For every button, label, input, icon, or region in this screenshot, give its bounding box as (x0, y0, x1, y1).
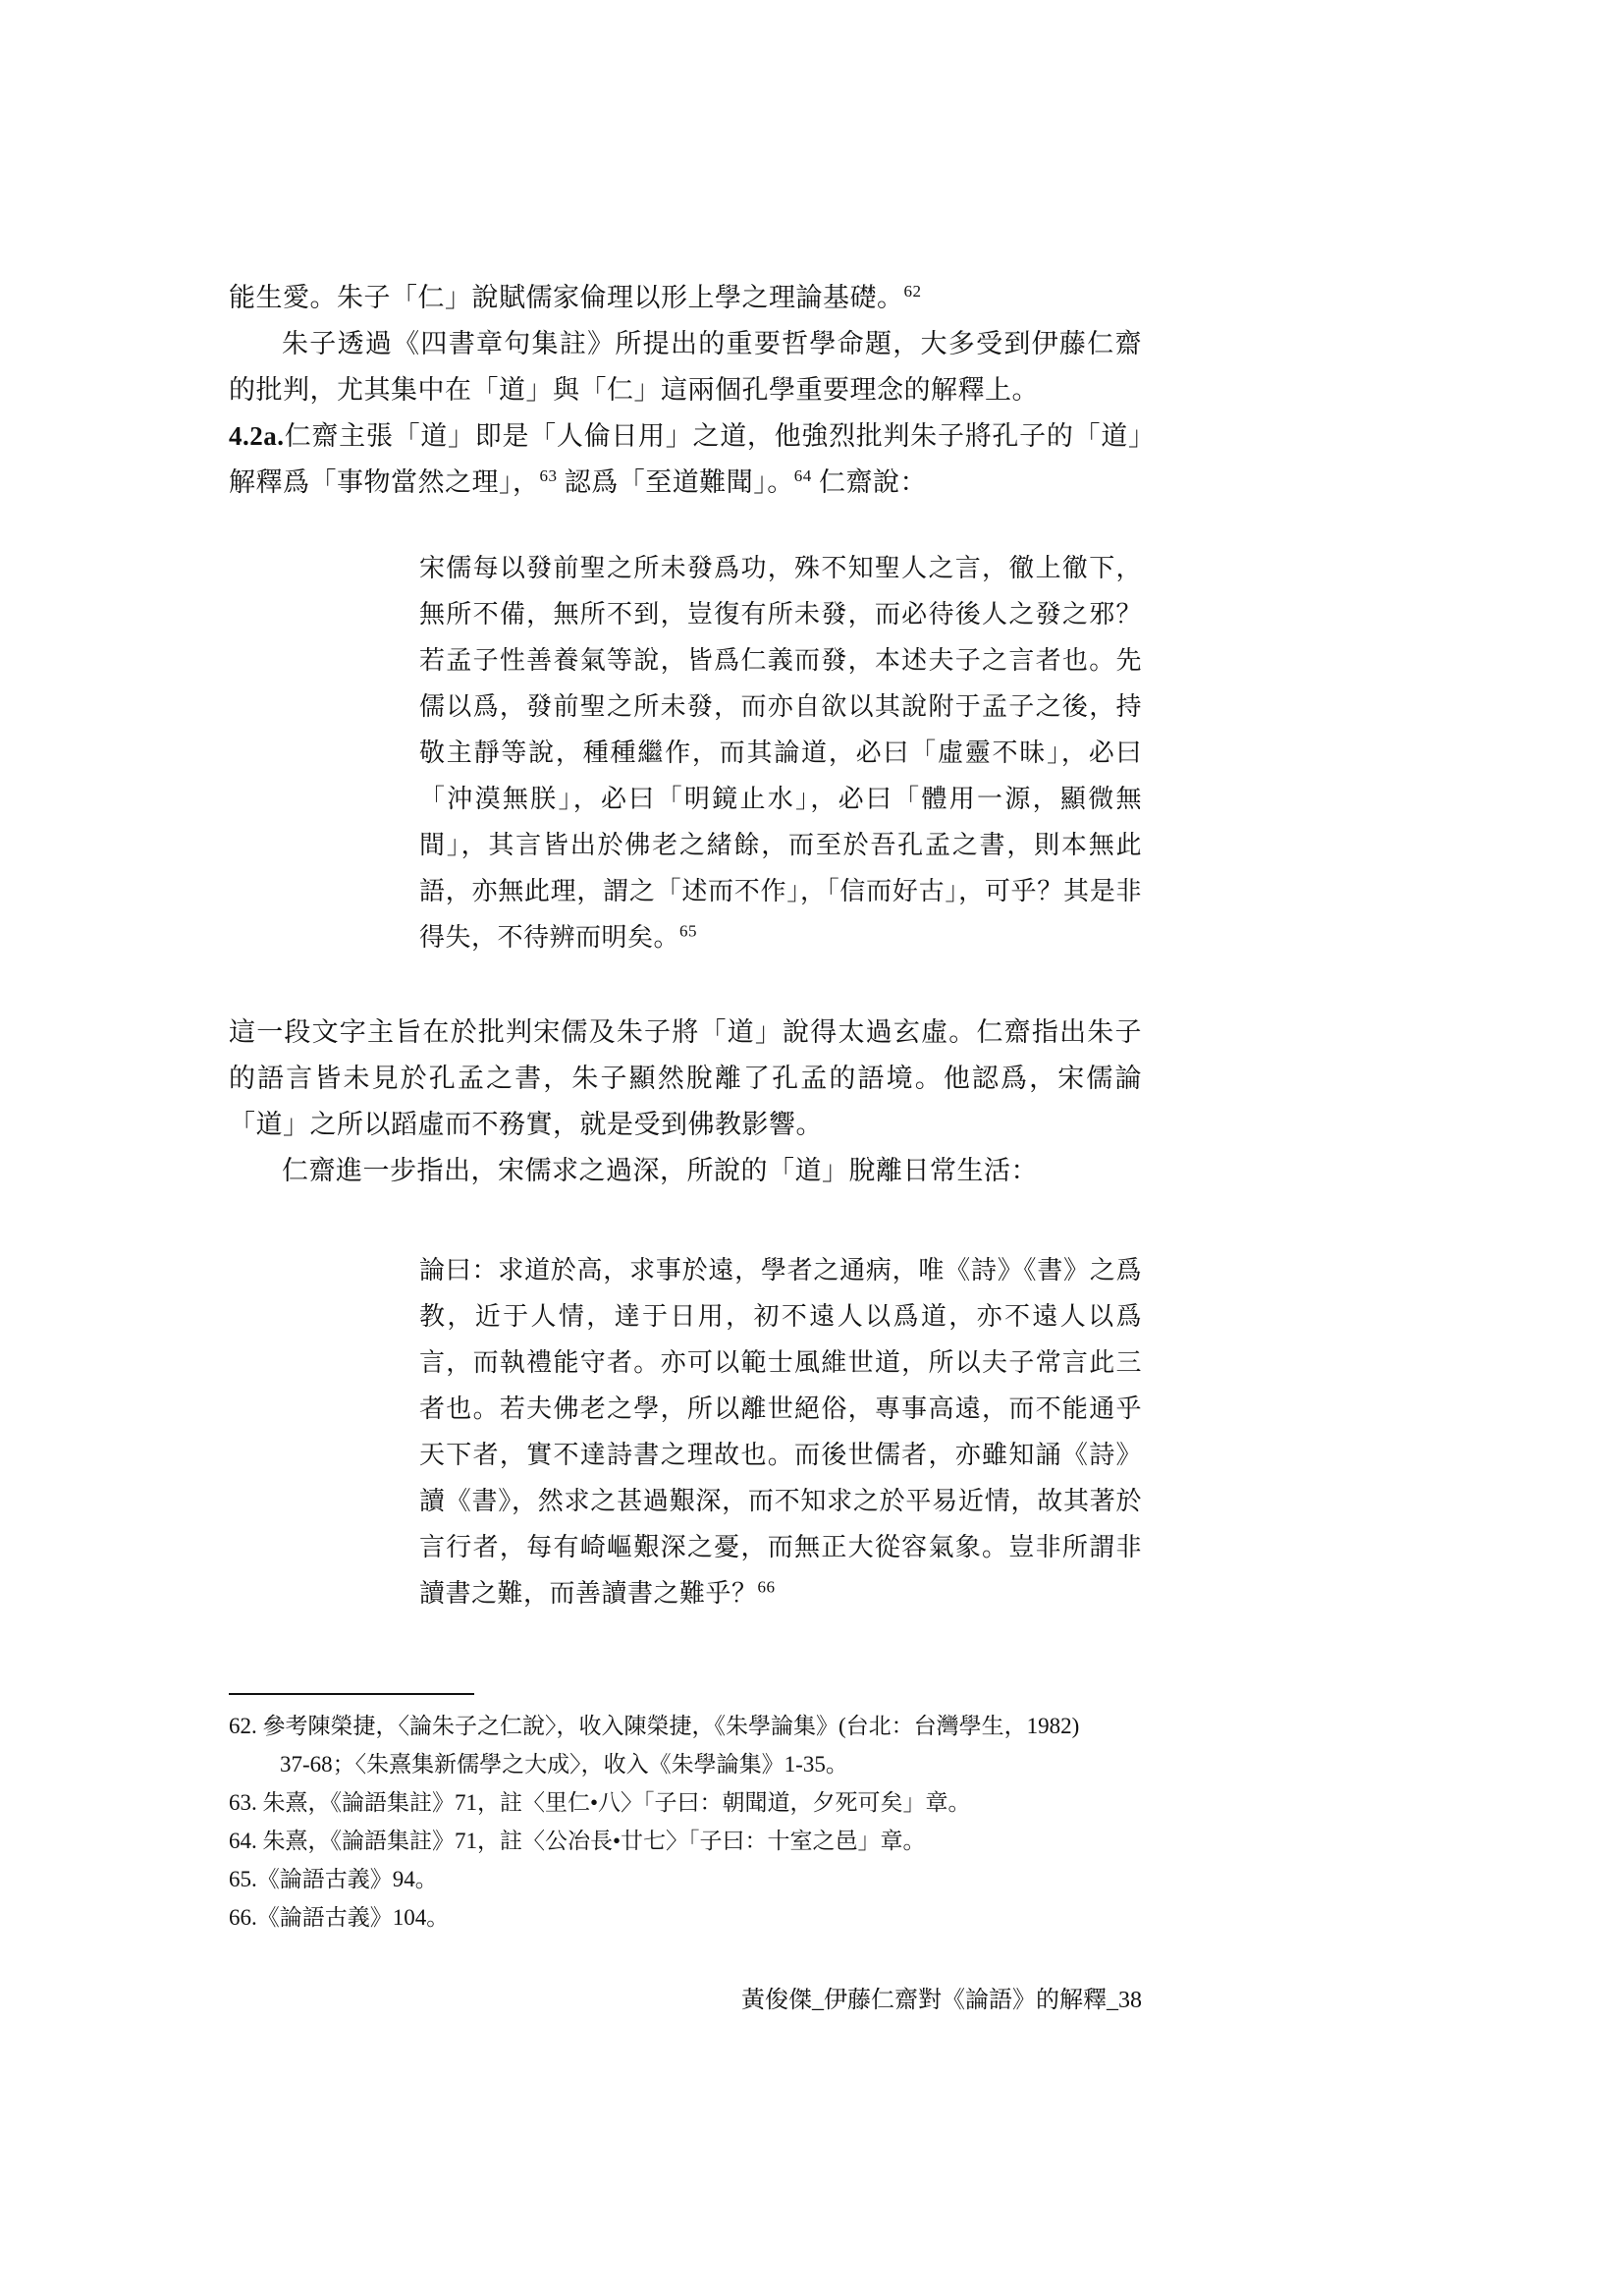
paragraph-text: 能生愛。朱子「仁」說賦儒家倫理以形上學之理論基礎。 (229, 283, 904, 312)
paragraph-text: 朱子透過《四書章句集註》所提出的重要哲學命題，大多受到伊藤仁齋的批判，尤其集中在「道」與「仁」這兩個孔學重要理念的解釋上。 (229, 329, 1142, 405)
page-content (229, 275, 1142, 1937)
footnote-number: 65. (229, 1867, 257, 1891)
quote-text: 論曰：求道於高，求事於遠，學者之通病，唯《詩》《書》之爲教，近于人情，達于日用，初不遠人以爲道，亦不遠人以爲言，而執禮能守者。亦可以範士風維世道，所以夫子常言此三者也。若夫佛老之學，所以離世絕俗，專事高遠，而不能通乎天下者，實不達詩書之理故也。而後世儒者，亦雖知誦《詩》讀《書》，然求之甚過艱深，而不知求之於平易近情，故其著於言行者，每有崎嶇艱深之憂，而無正大從容氣象。豈非所謂非讀書之難，而善讀書之難乎？ (419, 1256, 1142, 1608)
paragraph-zhu-zi (229, 321, 1142, 413)
block-quote-lun-yue (419, 1247, 1142, 1616)
footnote-ref-64: 64 (793, 466, 812, 485)
footnote-text: 《論語古義》94。 (256, 1867, 438, 1891)
footnote-number: 64. (229, 1829, 257, 1853)
footnote-text-continuation: 37-68；〈朱熹集新儒學之大成〉，收入《朱學論集》1-35。 (280, 1752, 848, 1777)
paragraph-jinsai-further (229, 1148, 1142, 1194)
footnote-separator-rule (229, 1693, 474, 1695)
footnote-text: 《論語古義》104。 (256, 1905, 450, 1930)
section-number-label: 4.2a. (229, 421, 285, 451)
footnote-text: 朱熹，《論語集註》71，註〈公冶長•廿七〉「子曰：十室之邑」章。 (256, 1829, 926, 1853)
footnote-ref-66: 66 (757, 1577, 776, 1597)
footnote-ref-63: 63 (539, 466, 558, 485)
footnote-ref-65: 65 (679, 921, 698, 941)
paragraph-text: 仁齋主張「道」即是「人倫日用」之道，他強烈批判朱子將孔子的「道」解釋爲「事物當然之理」， (229, 421, 1142, 497)
footnote-text: 朱熹，《論語集註》71，註〈里仁•八〉「子曰：朝聞道，夕死可矣」章。 (256, 1790, 971, 1815)
footnote-number: 62. (229, 1714, 257, 1738)
paragraph-continuation (229, 275, 1142, 321)
footnote-text: 參考陳榮捷，〈論朱子之仁說〉，收入陳榮捷，《朱學論集》(台北：台灣學生，1982) (256, 1714, 1080, 1738)
footnote-number: 66. (229, 1905, 257, 1930)
paragraph-text: 仁齋說： (811, 467, 927, 497)
paragraph-text: 仁齋進一步指出，宋儒求之過深，所說的「道」脫離日常生活： (282, 1156, 1038, 1185)
page-footer-running-title (229, 1984, 1142, 2017)
paragraph-commentary (229, 1010, 1142, 1148)
footer-text: 黃俊傑_伊藤仁齋對《論語》的解釋_38 (741, 1988, 1142, 2013)
footnote-62 (229, 1707, 1142, 1783)
paragraph-text: 認爲「至道難聞」。 (557, 467, 794, 497)
footnote-ref-62: 62 (903, 282, 922, 301)
footnote-number: 63. (229, 1790, 257, 1815)
quote-text: 宋儒每以發前聖之所未發爲功，殊不知聖人之言，徹上徹下，無所不備，無所不到，豈復有所未發，而必待後人之發之邪？若孟子性善養氣等說，皆爲仁義而發，本述夫子之言者也。先儒以爲，發前聖之所未發，而亦自欲以其說附于孟子之後，持敬主靜等說，種種繼作，而其論道，必曰「虛靈不昧」，必曰「沖漠無朕」，必曰「明鏡止水」，必曰「體用一源，顯微無間」，其言皆出於佛老之緒餘，而至於吾孔孟之書，則本無此語，亦無此理，謂之「述而不作」，「信而好古」，可乎？其是非得失，不待辨而明矣。 (419, 554, 1142, 952)
footnote-65 (229, 1860, 1142, 1898)
section-4-2a-paragraph (229, 413, 1142, 506)
block-quote-song-ru (419, 545, 1142, 960)
footnote-66 (229, 1898, 1142, 1937)
paragraph-text: 這一段文字主旨在於批判宋儒及朱子將「道」說得太過玄虛。仁齋指出朱子的語言皆未見於孔孟之書，朱子顯然脫離了孔孟的語境。他認爲，宋儒論「道」之所以蹈虛而不務實，就是受到佛教影響。 (229, 1017, 1142, 1139)
footnote-63 (229, 1783, 1142, 1822)
footnote-64 (229, 1822, 1142, 1860)
footnotes-section (229, 1707, 1142, 1937)
